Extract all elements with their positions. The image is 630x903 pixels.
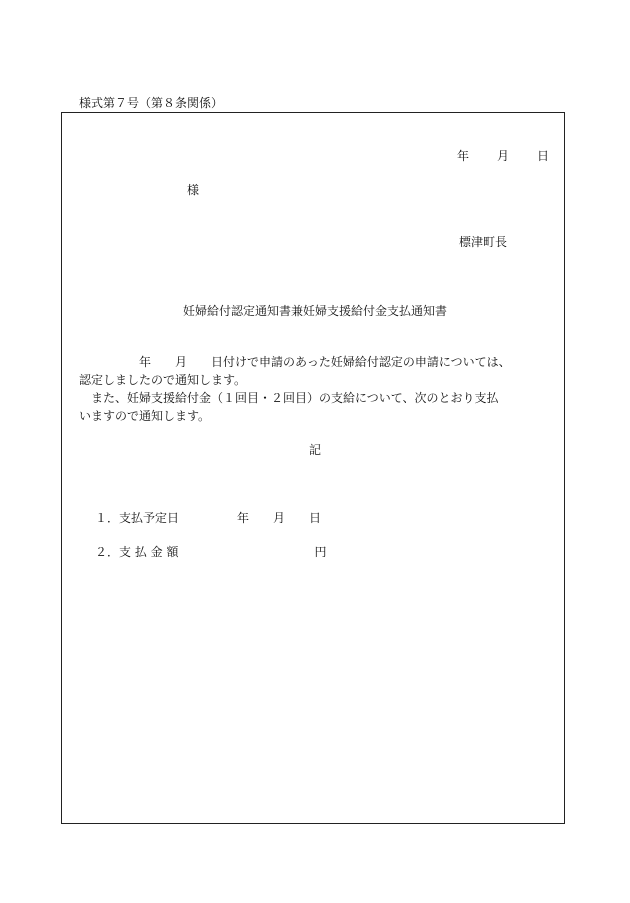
- payment-amount-item: [95, 545, 326, 559]
- paragraph-approval: [79, 353, 559, 389]
- paragraph-approval-line-1: 年 月 日付けで申請のあった妊婦給付認定の申請については、: [79, 355, 511, 369]
- paragraph-payment-line-2: いますので通知します。: [79, 409, 211, 423]
- form-number: 様式第７号（第８条関係）: [79, 96, 224, 110]
- paragraph-payment: [79, 389, 559, 425]
- paragraph-approval-line-2: 認定しましたので通知します。: [79, 373, 247, 387]
- issue-date-day: 日: [537, 149, 550, 163]
- item-number: １．: [95, 511, 120, 525]
- ki-heading: 記: [308, 443, 321, 457]
- paragraph-payment-line-1: また、妊婦支援給付金（１回目・２回目）の支給について、次のとおり支払: [79, 391, 499, 405]
- item-label: 支 払 金 額: [119, 545, 179, 559]
- issue-date-month: 月: [497, 149, 510, 163]
- payment-date-item: [95, 511, 321, 525]
- notice-frame: [61, 112, 565, 824]
- item-number: ２．: [95, 545, 120, 559]
- addressee: 様: [187, 183, 200, 197]
- issue-date-year: 年: [457, 149, 470, 163]
- item-value: 年 月 日: [237, 511, 322, 525]
- issue-date: [457, 149, 549, 163]
- item-value: 円: [314, 545, 327, 559]
- issuer: 標津町長: [459, 235, 508, 249]
- item-label: 支払予定日: [119, 511, 180, 525]
- document-title: 妊婦給付認定通知書兼妊婦支援給付金支払通知書: [182, 304, 447, 318]
